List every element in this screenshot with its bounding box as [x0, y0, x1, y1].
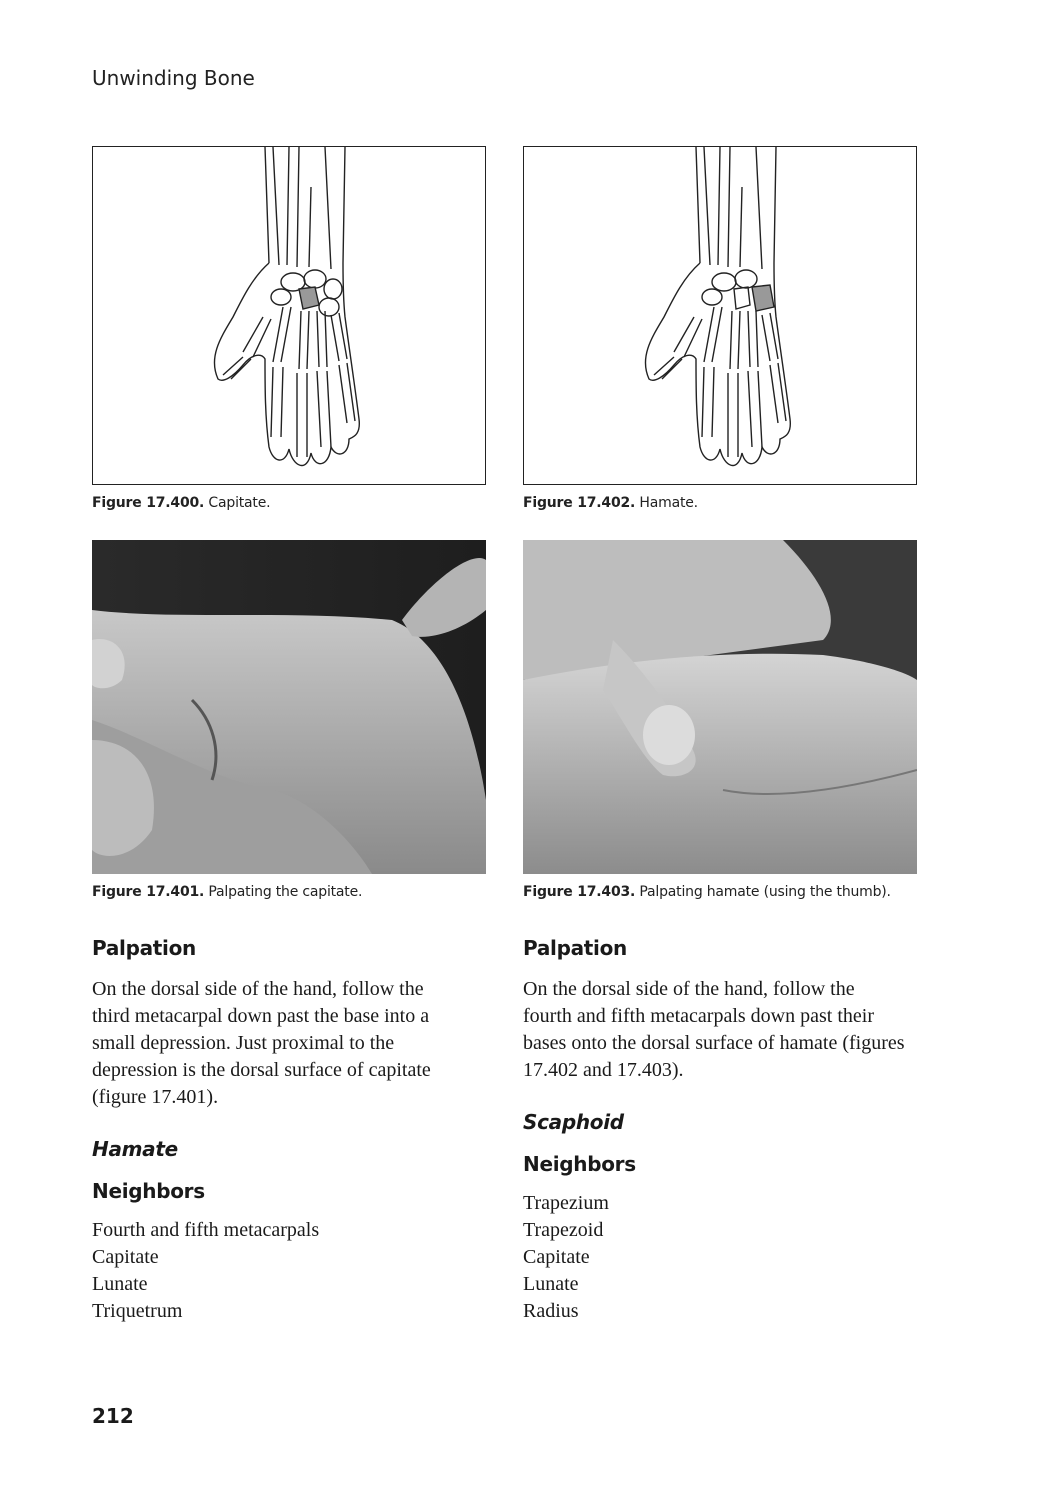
- page-number: 212: [92, 1404, 134, 1428]
- skeleton-illustration-capitate: [92, 146, 486, 485]
- palpation-heading: Palpation: [523, 936, 627, 960]
- photo-palpating-hamate: [523, 540, 917, 874]
- figure-caption: Figure 17.400. Capitate.: [92, 495, 271, 511]
- figure-17-401: [92, 540, 486, 900]
- neighbors-heading: Neighbors: [92, 1179, 205, 1203]
- list-item: Triquetrum: [92, 1300, 183, 1322]
- figure-caption: Figure 17.401. Palpating the capitate.: [92, 884, 363, 900]
- figure-17-403: [523, 540, 917, 900]
- figure-caption: Figure 17.402. Hamate.: [523, 495, 698, 511]
- photo-palpating-capitate: [92, 540, 486, 874]
- list-item: Fourth and fifth metacarpals: [92, 1219, 320, 1241]
- figure-caption: Figure 17.403. Palpating hamate (using the thumb).: [523, 884, 891, 900]
- neighbors-list: [523, 1190, 917, 1325]
- list-item: Lunate: [523, 1273, 579, 1295]
- list-item: Radius: [523, 1300, 579, 1322]
- figure-17-402: [523, 146, 917, 511]
- neighbors-heading: Neighbors: [523, 1152, 636, 1176]
- list-item: Capitate: [523, 1246, 590, 1268]
- right-column: [523, 936, 917, 1325]
- palpation-heading: Palpation: [92, 936, 196, 960]
- bone-heading-scaphoid: Scaphoid: [523, 1110, 624, 1134]
- palpation-paragraph: On the dorsal side of the hand, follow the third metacarpal down past the base into a small depression. Just proximal to the depression is the dorsal surface of capitate (figure 17.401).: [92, 978, 431, 1108]
- running-head: Unwinding Bone: [92, 66, 255, 90]
- palpation-paragraph: On the dorsal side of the hand, follow the fourth and fifth metacarpals down past their bases onto the dorsal surface of hamate (figures 17.402 and 17.403).: [523, 978, 905, 1081]
- figure-17-400: [92, 146, 486, 511]
- neighbors-list: [92, 1217, 486, 1325]
- list-item: Capitate: [92, 1246, 159, 1268]
- list-item: Trapezium: [523, 1192, 609, 1214]
- list-item: Trapezoid: [523, 1219, 604, 1241]
- list-item: Lunate: [92, 1273, 148, 1295]
- bone-heading-hamate: Hamate: [92, 1137, 178, 1161]
- skeleton-illustration-hamate: [523, 146, 917, 485]
- left-column: [92, 936, 486, 1325]
